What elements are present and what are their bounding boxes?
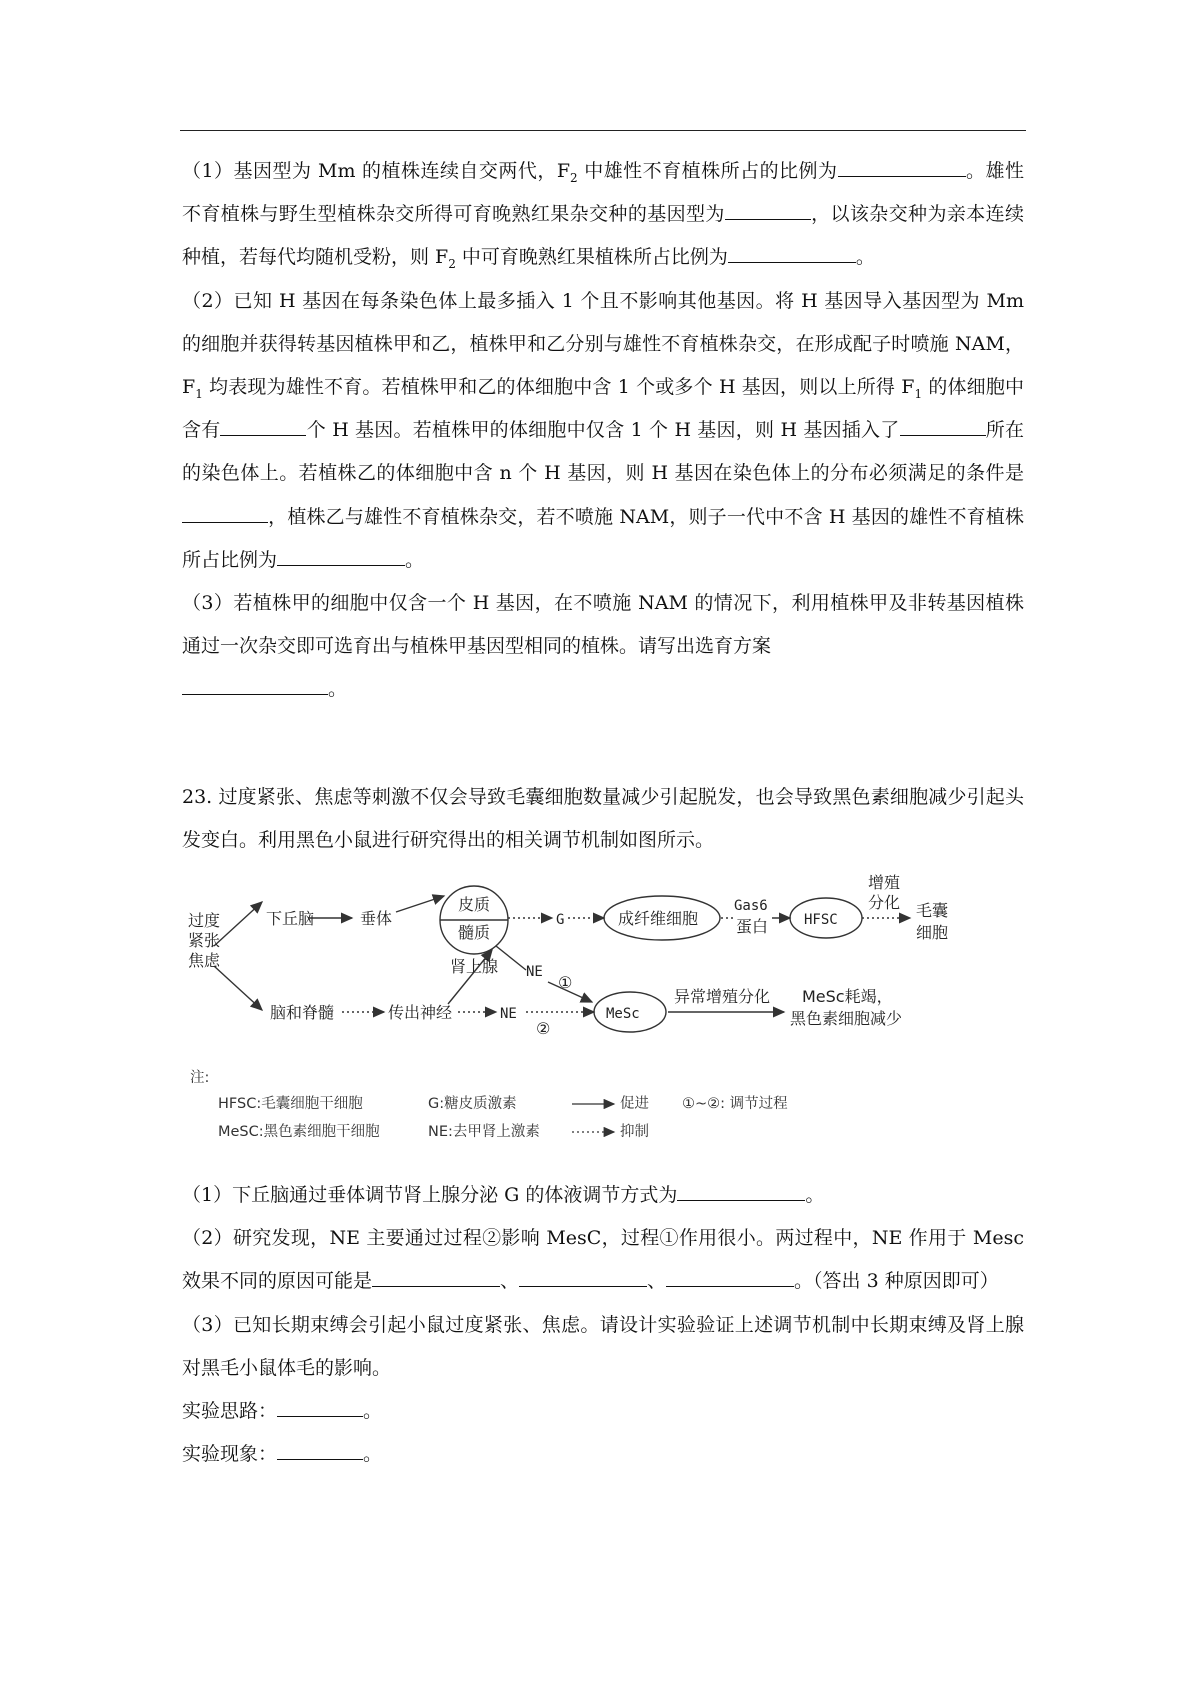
answer-blank[interactable] bbox=[838, 158, 966, 177]
abnormal-prolif-label: 异常增殖分化 bbox=[674, 987, 771, 1007]
q23-part1: （1）下丘脑通过垂体调节肾上腺分泌 G 的体液调节方式为 。 bbox=[182, 1174, 1024, 1217]
stimulus-label-1: 过度 bbox=[188, 911, 221, 931]
result-label-1: MeSc耗竭， bbox=[802, 987, 893, 1007]
answer-blank[interactable] bbox=[220, 417, 306, 436]
answer-blank[interactable] bbox=[277, 547, 405, 566]
ne-label-lower: NE bbox=[500, 1006, 517, 1023]
q22-part1: （1）基因型为 Mm 的植株连续自交两代，$F_2$ 中雄性不育植株所占的比例为 。雄性不育植株与野生型植株杂交所得可育晚熟红果杂交种的基因型为 ，以该杂交种为亲本连续种植，若每代均随机受粉，则 $F_2$ 中可育晚熟红果植株所占比例为 。 bbox=[182, 150, 1024, 280]
regulation-diagram bbox=[174, 868, 974, 1166]
result-label-2: 黑色素细胞减少 bbox=[790, 1009, 903, 1029]
note-hfsc: HFSC:毛囊细胞干细胞 bbox=[218, 1096, 363, 1113]
header-rule bbox=[180, 130, 1026, 131]
hypothalamus-label: 下丘脑 bbox=[266, 909, 315, 929]
note-process: ①~②: 调节过程 bbox=[682, 1096, 788, 1113]
stimulus-label-3: 焦虑 bbox=[188, 951, 221, 971]
note-promote: 促进 bbox=[620, 1096, 649, 1113]
cortex-label: 皮质 bbox=[458, 895, 491, 915]
answer-blank[interactable] bbox=[728, 244, 856, 263]
q23-intro: 23. 过度紧张、焦虑等刺激不仅会导致毛囊细胞数量减少引起脱发，也会导致黑色素细胞减少引起头发变白。利用黑色小鼠进行研究得出的相关调节机制如图所示。 bbox=[182, 785, 1024, 851]
efferent-nerve-label: 传出神经 bbox=[388, 1003, 453, 1023]
answer-blank[interactable] bbox=[666, 1268, 794, 1287]
ne-label-upper: NE bbox=[526, 964, 543, 981]
answer-blank[interactable] bbox=[182, 676, 328, 695]
answer-blank[interactable] bbox=[372, 1268, 500, 1287]
answer-blank[interactable] bbox=[519, 1268, 647, 1287]
adrenal-label: 肾上腺 bbox=[450, 957, 499, 977]
pituitary-label: 垂体 bbox=[360, 909, 393, 929]
hfsc-label: HFSC bbox=[804, 912, 838, 929]
medulla-label: 髓质 bbox=[458, 923, 491, 943]
q23-part2: （2）研究发现，NE 主要通过过程②影响 MesC，过程①作用很小。两过程中，NE 作用于 Mesc 效果不同的原因可能是 、 、 。（答出 3 种原因即可） bbox=[182, 1227, 1024, 1293]
answer-blank[interactable] bbox=[182, 504, 268, 523]
prolif-label-1: 增殖 bbox=[868, 873, 901, 893]
prolif-label-2: 分化 bbox=[868, 893, 901, 913]
experiment-idea: 实验思路： 。 bbox=[182, 1390, 1024, 1433]
q22-part2: （2）已知 H 基因在每条染色体上最多插入 1 个且不影响其他基因。将 H 基因导入基因型为 Mm 的细胞并获得转基因植株甲和乙，植株甲和乙分别与雄性不育植株杂交，在形成配子时喷施 NAM，$F_1$ 均表现为雄性不育。若植株甲和乙的体细胞中含 1 个或多个 H 基因，则以上所得 $F_1$ 的体细胞中含有 个 H 基因。若植株甲的体细胞中仅含 1 个 H 基因，则 H 基因插入了 所在的染色体上。若植株乙的体细胞中含 n 个 H 基因，则 H 基因在染色体上的分布必须满足的条件是，植株乙与雄性不育植株杂交，若不喷施 NAM，则子一代中不含 H 基因的雄性不育植株所占比例为 。 bbox=[182, 289, 1024, 571]
hair-follicle-label-2: 细胞 bbox=[916, 923, 949, 943]
process-2-label: ② bbox=[536, 1019, 551, 1039]
note-g: G:糖皮质激素 bbox=[428, 1096, 517, 1113]
note-title: 注: bbox=[190, 1070, 210, 1087]
note-inhibit: 抑制 bbox=[620, 1124, 649, 1141]
answer-blank[interactable] bbox=[900, 417, 986, 436]
q23-part3: （3）已知长期束缚会引起小鼠过度紧张、焦虑。请设计实验验证上述调节机制中长期束缚及肾上腺对黑毛小鼠体毛的影响。 bbox=[182, 1313, 1024, 1379]
note-ne: NE:去甲肾上激素 bbox=[428, 1124, 540, 1141]
note-mesc: MeSC:黑色素细胞干细胞 bbox=[218, 1124, 380, 1141]
fibroblast-label: 成纤维细胞 bbox=[618, 909, 699, 929]
mesc-label: MeSc bbox=[606, 1006, 640, 1023]
q22-part3: （3）若植株甲的细胞中仅含一个 H 基因，在不喷施 NAM 的情况下，利用植株甲及非转基因植株通过一次杂交即可选育出与植株甲基因型相同的植株。请写出选育方案 。 bbox=[182, 592, 1024, 701]
answer-blank[interactable] bbox=[277, 1441, 363, 1460]
brain-spine-label: 脑和脊髓 bbox=[270, 1003, 335, 1023]
gas6-label-2: 蛋白 bbox=[736, 917, 769, 937]
page-content bbox=[182, 150, 1024, 1476]
stimulus-label-2: 紧张 bbox=[188, 931, 221, 951]
hair-follicle-label-1: 毛囊 bbox=[916, 901, 949, 921]
gas6-label-1: Gas6 bbox=[734, 898, 768, 915]
answer-blank[interactable] bbox=[277, 1398, 363, 1417]
experiment-phenomenon: 实验现象： 。 bbox=[182, 1433, 1024, 1476]
process-1-label: ① bbox=[558, 973, 573, 993]
g-label: G bbox=[556, 912, 565, 929]
answer-blank[interactable] bbox=[725, 201, 811, 220]
answer-blank[interactable] bbox=[677, 1182, 805, 1201]
